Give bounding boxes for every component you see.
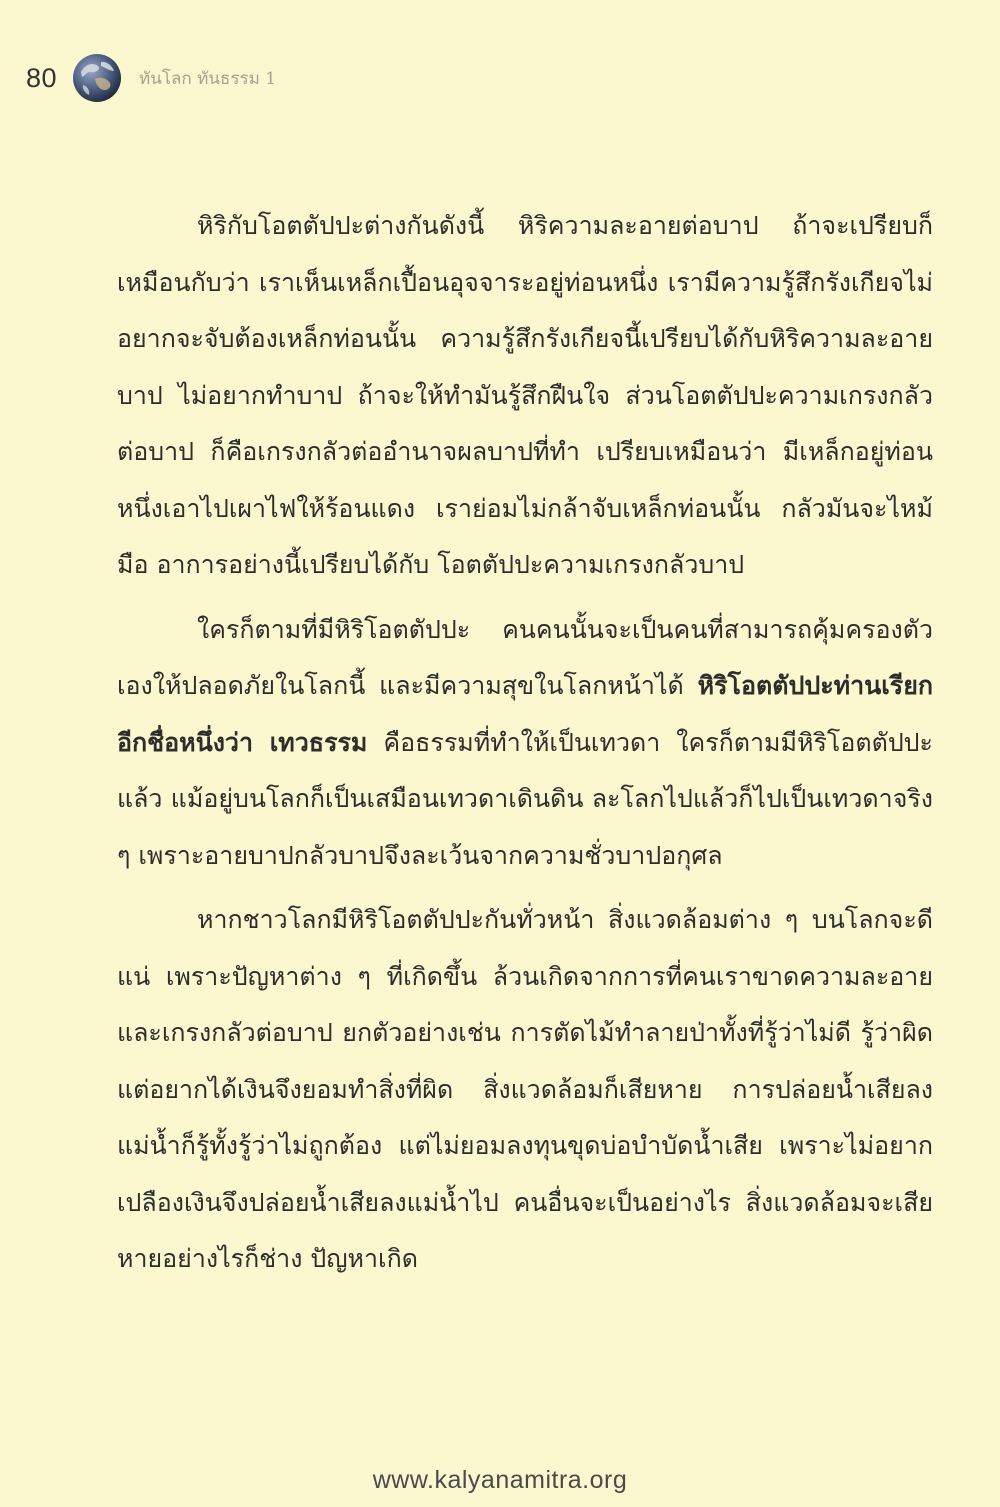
paragraph-2-end: คือธรรมที่ทำให้เป็นเทวดา ใครก็ตามมีหิริโอตตัปปะแล้ว แม้อยู่บนโลกก็เป็นเสมือนเทวดาเดินดิน ละโลกไปแล้วก็ไปเป็นเทวดาจริง ๆ เพราะอายบาปกลัวบาปจึงละเว้นจากความชั่วบาปอกุศล — [117, 727, 933, 870]
paragraph-2 — [117, 602, 933, 885]
running-book-title: ทันโลก ทันธรรม 1 — [139, 68, 277, 89]
earth-globe-icon — [71, 52, 123, 104]
page-header — [26, 50, 276, 106]
paragraph-3: หากชาวโลกมีหิริโอตตัปปะกันทั่วหน้า สิ่งแวดล้อมต่าง ๆ บนโลกจะดีแน่ เพราะปัญหาต่าง ๆ ที่เกิดขึ้น ล้วนเกิดจากการที่คนเราขาดความละอายและเกรงกลัวต่อบาป ยกตัวอย่างเช่น การตัดไม้ทำลายป่าทั้งที่รู้ว่าไม่ดี รู้ว่าผิด แต่อยากได้เงินจึงยอมทำสิ่งที่ผิด สิ่งแวดล้อมก็เสียหาย การปล่อยน้ำเสียลงแม่น้ำก็รู้ทั้งรู้ว่าไม่ถูกต้อง แต่ไม่ยอมลงทุนขุดบ่อบำบัดน้ำเสีย เพราะไม่อยากเปลืองเงินจึงปล่อยน้ำเสียลงแม่น้ำไป คนอื่นจะเป็นอย่างไร สิ่งแวดล้อมจะเสียหายอย่างไรก็ช่าง ปัญหาเกิด — [117, 905, 933, 1273]
paragraph-1: หิริกับโอตตัปปะต่างกันดังนี้ หิริความละอายต่อบาป ถ้าจะเปรียบก็เหมือนกับว่า เราเห็นเหล็กเปื้อนอุจจาระอยู่ท่อนหนึ่ง เรามีความรู้สึกรังเกียจไม่อยากจะจับต้องเหล็กท่อนนั้น ความรู้สึกรังเกียจนี้เปรียบได้กับหิริความละอายบาป ไม่อยากทำบาป ถ้าจะให้ทำมันรู้สึกฝืนใจ ส่วนโอตตัปปะความเกรงกลัวต่อบาป ก็คือเกรงกลัวต่ออำนาจผลบาปที่ทำ เปรียบเหมือนว่า มีเหล็กอยู่ท่อนหนึ่งเอาไปเผาไฟให้ร้อนแดง เราย่อมไม่กล้าจับเหล็กท่อนนั้น กลัวมันจะไหม้มือ อาการอย่างนี้เปรียบได้กับ โอตตัปปะความเกรงกลัวบาป — [117, 211, 933, 579]
page-number: 80 — [26, 62, 58, 93]
paragraph-2-start: ใครก็ตามที่มีหิริโอตตัปปะ คนคนนั้นจะเป็นคนที่สามารถคุ้มครองตัวเองให้ปลอดภัยในโลกนี้ และมีความสุขในโลกหน้าได้ — [117, 614, 933, 700]
footer-url: www.kalyanamitra.org — [372, 1466, 628, 1494]
paragraph-2-bold-phrase: หิริโอตตัปปะท่านเรียกอีกชื่อหนึ่งว่า เทวธรรม — [117, 671, 933, 757]
page-body — [117, 198, 933, 1288]
